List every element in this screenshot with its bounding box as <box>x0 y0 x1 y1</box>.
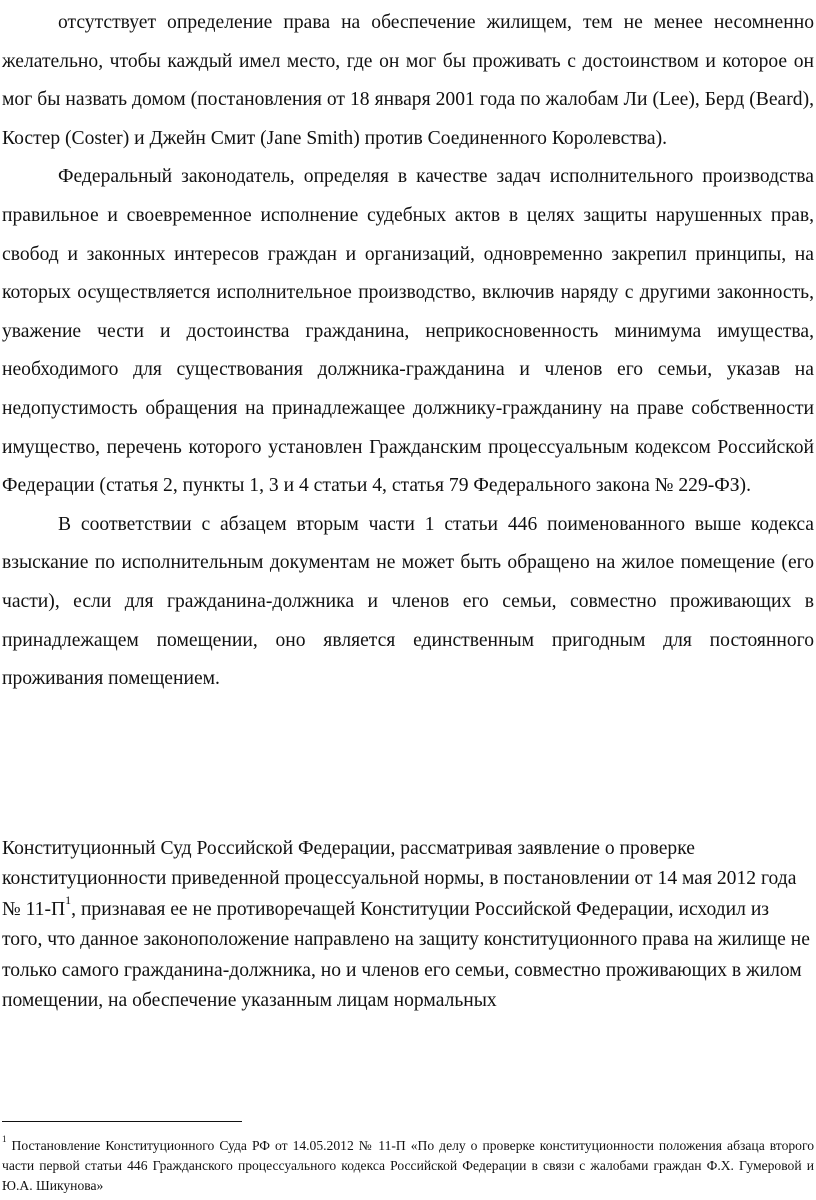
footnote-reference[interactable]: 1 <box>65 893 72 908</box>
constitutional-text-before: Конституционный Суд Российской Федерации, рассматривая заявление о проверке конституционности приведенной процессуальной нормы, в постановлении от 14 мая 2012 года № 11-П <box>2 838 797 920</box>
paragraph-article-446: В соответствии с абзацем вторым части 1 статьи 446 поименованного выше кодекса взыскание по исполнительным документам не может быть обращено на жилое помещение (его части), если для гражданина-должника и членов его семьи, совместно проживающих в принадлежащем помещении, оно является единственным пригодным для постоянного проживания помещением. <box>2 513 814 690</box>
footnote-separator <box>2 1121 242 1122</box>
main-text-body <box>2 4 814 699</box>
paragraph-housing-right-continuation: отсутствует определение права на обеспечение жилищем, тем не менее несомненно желательно, чтобы каждый имел место, где он мог бы проживать с достоинством и которое он мог бы назвать домом (постановления от 18 января 2001 года по жалобам Ли (Lee), Берд (Beard), Костер (Coster) и Джейн Смит (Jane Smith) против Соединенного Королевства). <box>2 12 814 149</box>
footnote <box>2 1136 814 1196</box>
paragraph-enforcement-principles: Федеральный законодатель, определяя в качестве задач исполнительного производства правильное и своевременное исполнение судебных актов в целях защиты нарушенных прав, свобод и законных интересов граждан и организаций, одновременно закрепил принципы, на которых осуществляется исполнительное производство, включив наряду с другими законность, уважение чести и достоинства гражданина, неприкосновенность минимума имущества, необходимого для существования должника-гражданина и членов его семьи, указав на недопустимость обращения на принадлежащее должнику-гражданину на праве собственности имущество, перечень которого установлен Гражданским процессуальным кодексом Российской Федерации (статья 2, пункты 1, 3 и 4 статьи 4, статья 79 Федерального закона № 229-ФЗ). <box>2 166 814 497</box>
footnote-marker: 1 <box>2 1134 7 1145</box>
footnote-text: Постановление Конституционного Суда РФ от 14.05.2012 № 11-П «По делу о проверке конституционности положения абзаца второго части первой статьи 446 Гражданского процессуального кодекса Российской Федерации в связи с жалобами граждан Ф.Х. Гумеровой и Ю.А. Шикунова» <box>2 1138 814 1193</box>
paragraph-constitutional-court <box>2 834 814 1016</box>
constitutional-text-after: , признавая ее не противоречащей Конституции Российской Федерации, исходил из того, что данное законоположение направлено на защиту конституционного права на жилище не только самого гражданина-должника, но и членов его семьи, совместно проживающих в жилом помещении, на обеспечение указанным лицам нормальных <box>2 898 810 1012</box>
